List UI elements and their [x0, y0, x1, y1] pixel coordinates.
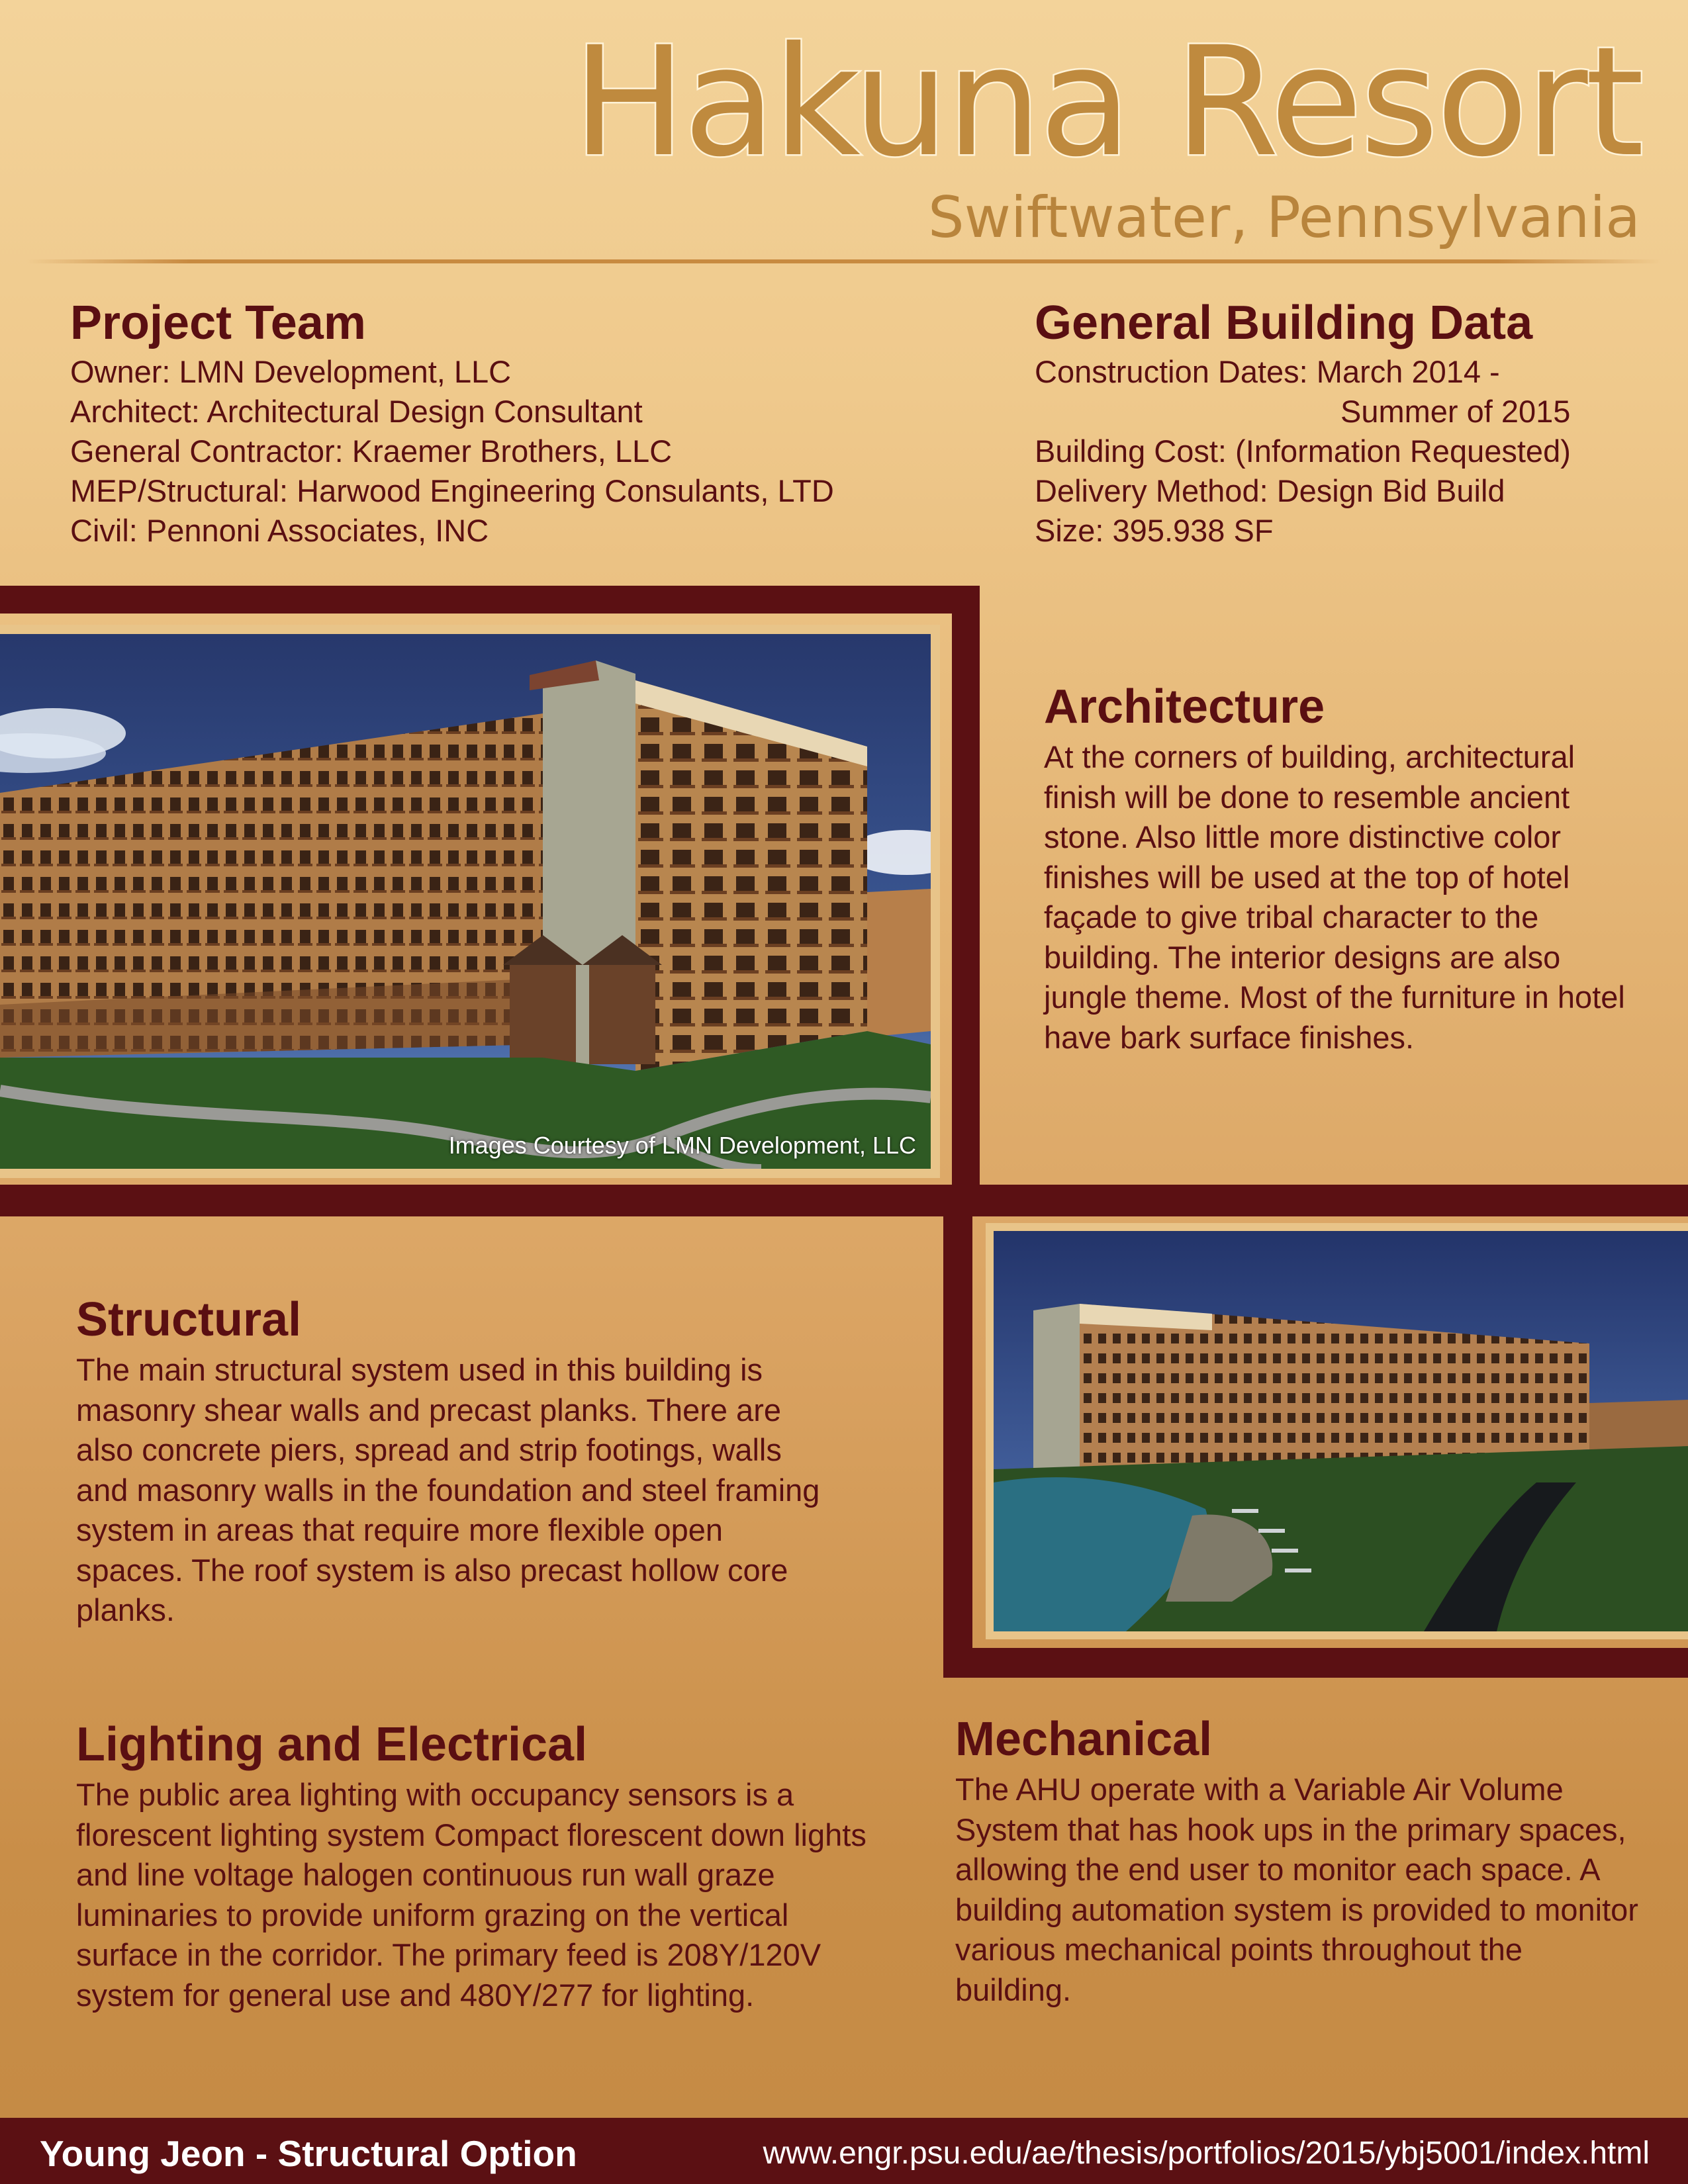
frame-bar-bottom [943, 1648, 1688, 1678]
lighting-text: The public area lighting with occupancy sensors is a florescent lighting system Compact florescent down lights and line voltage halogen continuous run wall graze luminaries to provide uniform grazing on the vertical surface in the corridor. The primary feed is 208Y/120V system for general use and 480Y/277 for lighting. [76, 1777, 867, 2013]
architecture-text: At the corners of building, architectural finish will be done to resemble ancient stone. Also little more distinctive color finishes will be used at the top of hotel façade to give tribal character to the building. The interior designs are also jungle theme. Most of the furniture in hotel have bark surface finishes. [1044, 739, 1625, 1055]
mechanical-text: The AHU operate with a Variable Air Volume System that has hook ups in the primary spaces, allowing the end user to monitor each space. A building automation system is provided to monitor various mechanical points throughout the building. [955, 1772, 1638, 2007]
building-rendering-pool [994, 1231, 1688, 1631]
frame-bar-left [943, 1185, 972, 1678]
frame-bar-middle [0, 1185, 1688, 1216]
pool-illustration [994, 1231, 1688, 1631]
mechanical-section [955, 1715, 1644, 2010]
construction-dates-line: Construction Dates: March 2014 - [1035, 354, 1500, 389]
project-team-heading: Project Team [70, 296, 366, 349]
mechanical-heading: Mechanical [955, 1713, 1213, 1766]
structural-text: The main structural system used in this building is masonry shear walls and precast planks. There are also concrete piers, spread and strip footings, walls and masonry walls in the foundation and steel framing system in areas that require more flexible open spaces. The roof system is also precast hollow core planks. [76, 1352, 820, 1627]
building-illustration [0, 634, 931, 1169]
frame-bar-top [0, 586, 980, 614]
building-data-section [1035, 296, 1571, 551]
delivery-method-line: Delivery Method: Design Bid Build [1035, 473, 1505, 508]
architecture-heading: Architecture [1044, 680, 1325, 733]
footer-url[interactable]: www.engr.psu.edu/ae/thesis/portfolios/2015/ybj5001/index.html [763, 2136, 1650, 2171]
mep-structural-line: MEP/Structural: Harwood Engineering Consulants, LTD [70, 473, 834, 508]
building-data-heading: General Building Data [1035, 296, 1533, 349]
structural-heading: Structural [76, 1293, 302, 1346]
owner-line: Owner: LMN Development, LLC [70, 354, 512, 389]
project-team-section [70, 296, 834, 551]
page-title: Hakuna Resort [572, 14, 1642, 190]
lighting-heading: Lighting and Electrical [76, 1718, 588, 1771]
footer [0, 2118, 1688, 2184]
construction-end-line: Summer of 2015 [1340, 394, 1571, 429]
lighting-section [76, 1718, 897, 2015]
architect-line: Architect: Architectural Design Consultant [70, 394, 643, 429]
architecture-section [1044, 680, 1640, 1058]
page-subtitle: Swiftwater, Pennsylvania [927, 185, 1640, 251]
footer-author: Young Jeon - Structural Option [40, 2133, 577, 2174]
civil-line: Civil: Pennoni Associates, INC [70, 513, 489, 548]
size-line: Size: 395.938 SF [1035, 513, 1274, 548]
structural-section [76, 1293, 837, 1631]
header-divider [26, 259, 1662, 263]
building-cost-line: Building Cost: (Information Requested) [1035, 433, 1571, 469]
general-contractor-line: General Contractor: Kraemer Brothers, LLC [70, 433, 673, 469]
image-credit: Images Courtesy of LMN Development, LLC [448, 1132, 916, 1159]
frame-bar-right [952, 586, 980, 1198]
building-rendering-front [0, 634, 931, 1169]
